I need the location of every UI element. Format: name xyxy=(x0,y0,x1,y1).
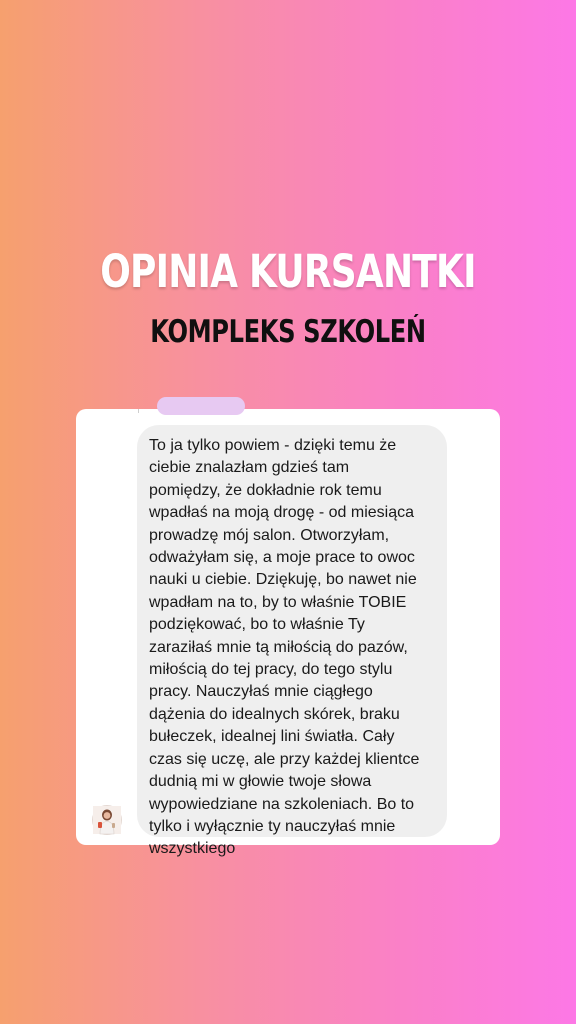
reply-connector-line xyxy=(138,409,139,413)
page-title: OPINIA KURSANTKI xyxy=(100,245,476,298)
avatar-image xyxy=(93,806,121,834)
message-text: To ja tylko powiem - dzięki temu że ciebie znalazłam gdzieś tam pomiędzy, że dokładnie rok temu wpadłaś na moją drogę - od miesiąca prowadzę mój salon. Otworzyłam, odważyłam się, a moje prace to owoc nauki u ciebie. Dziękuję, bo nawet nie wpadłam na to, by to właśnie TOBIE podziękować, bo to właśnie Ty zaraziłaś mnie tą miłością do pazów, miłością do tej pracy, do tego stylu pracy. Nauczyłaś mnie ciągłego dążenia do idealnych skórek, braku bułeczek, idealnej lini światła. Cały czas się uczę, ale przy każdej klientce dudnią mi w głowie twoje słowa wypowiedziane na szkoleniach. Bo to tylko i wyłącznie ty nauczyłaś mnie wszystkiego xyxy=(149,437,420,858)
message-bubble[interactable] xyxy=(137,425,447,858)
page-subtitle: KOMPLEKS SZKOLEŃ xyxy=(150,314,426,350)
chat-screenshot-card xyxy=(76,409,500,858)
avatar-icon[interactable] xyxy=(92,805,122,835)
previous-message-bubble[interactable] xyxy=(157,397,245,415)
